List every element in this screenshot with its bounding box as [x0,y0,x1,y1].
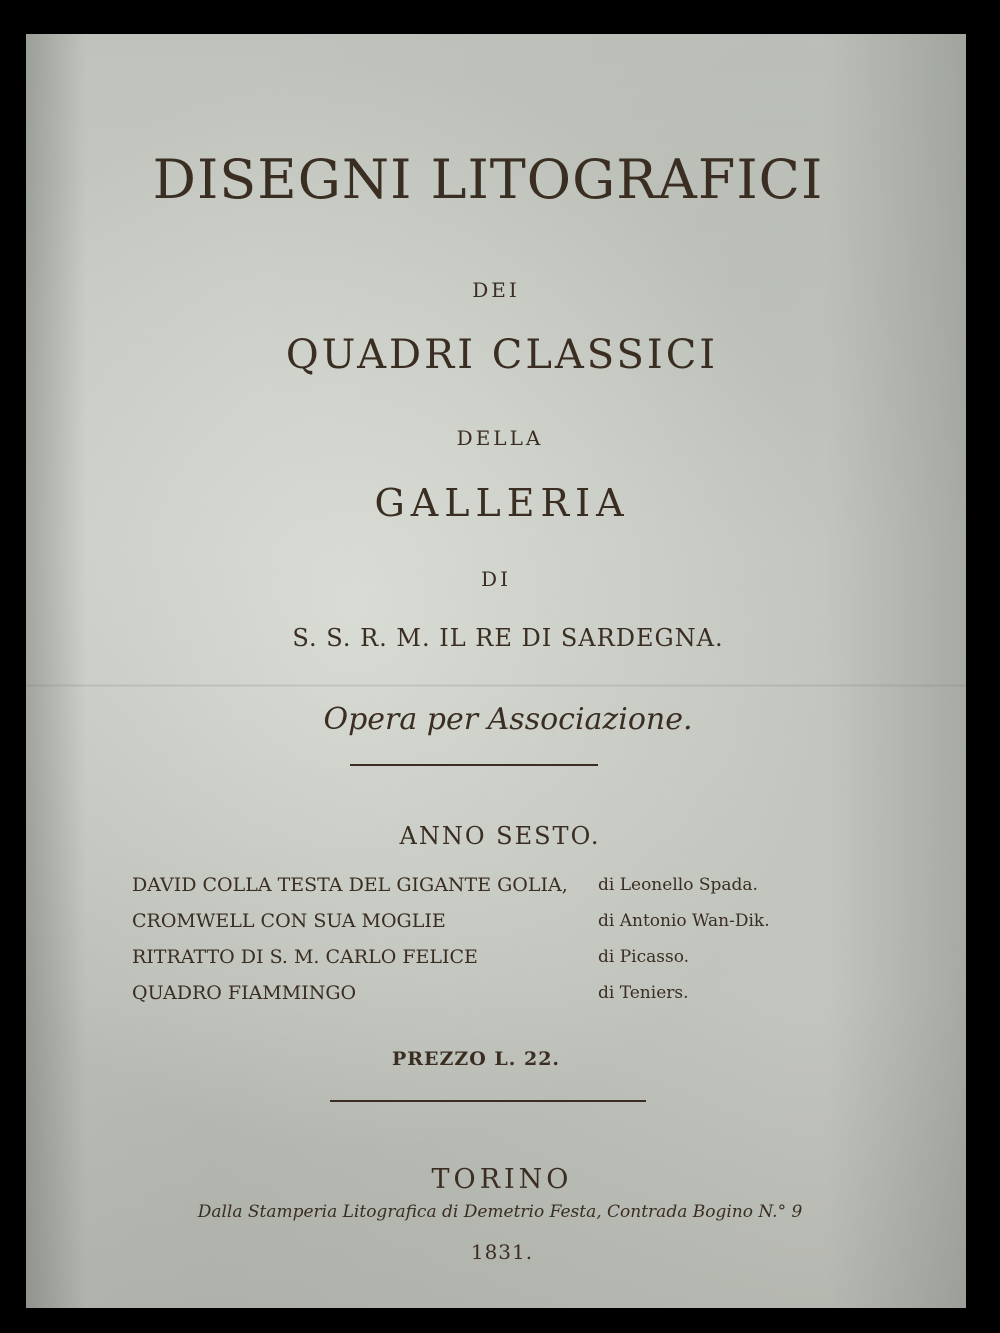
printer-line: Dalla Stamperia Litografica di Demetrio Festa, Contrada Bogino N.° 9 [197,1202,803,1222]
document-title: DISEGNI LITOGRAFICI [152,148,824,211]
divider-rule-top [350,764,598,766]
word-della: DELLA [456,426,544,450]
work-title: DAVID COLLA TESTA DEL GIGANTE GOLIA, [132,874,568,896]
work-title: RITRATTO DI S. M. CARLO FELICE [132,946,478,968]
work-row [132,946,832,982]
opera-line: Opera per Associazione. [323,702,693,737]
anno-heading: ANNO SESTO. [399,822,601,850]
work-author: di Picasso. [598,947,690,967]
work-title: QUADRO FIAMMINGO [132,982,357,1004]
works-list [132,874,832,1018]
work-title: CROMWELL CON SUA MOGLIE [132,910,446,932]
city-name: TORINO [431,1164,573,1195]
publication-year: 1831. [470,1240,534,1264]
word-galleria: GALLERIA [374,481,630,525]
document-page [26,34,966,1308]
page-shadow-left [26,34,86,1308]
owner-line: S. S. R. M. IL RE DI SARDEGNA. [292,624,724,652]
paper-fold [26,684,966,687]
word-di: DI [481,567,511,591]
work-author: di Antonio Wan-Dik. [598,911,770,931]
work-row [132,910,832,946]
work-row [132,982,832,1018]
work-author: di Leonello Spada. [598,875,758,895]
work-author: di Teniers. [598,983,689,1003]
work-row [132,874,832,910]
page-shadow-right [826,34,966,1308]
divider-rule-bottom [330,1100,646,1102]
price-line: PREZZO L. 22. [391,1048,561,1070]
document-subtitle: QUADRI CLASSICI [285,332,719,378]
word-dei: DEI [472,278,520,302]
